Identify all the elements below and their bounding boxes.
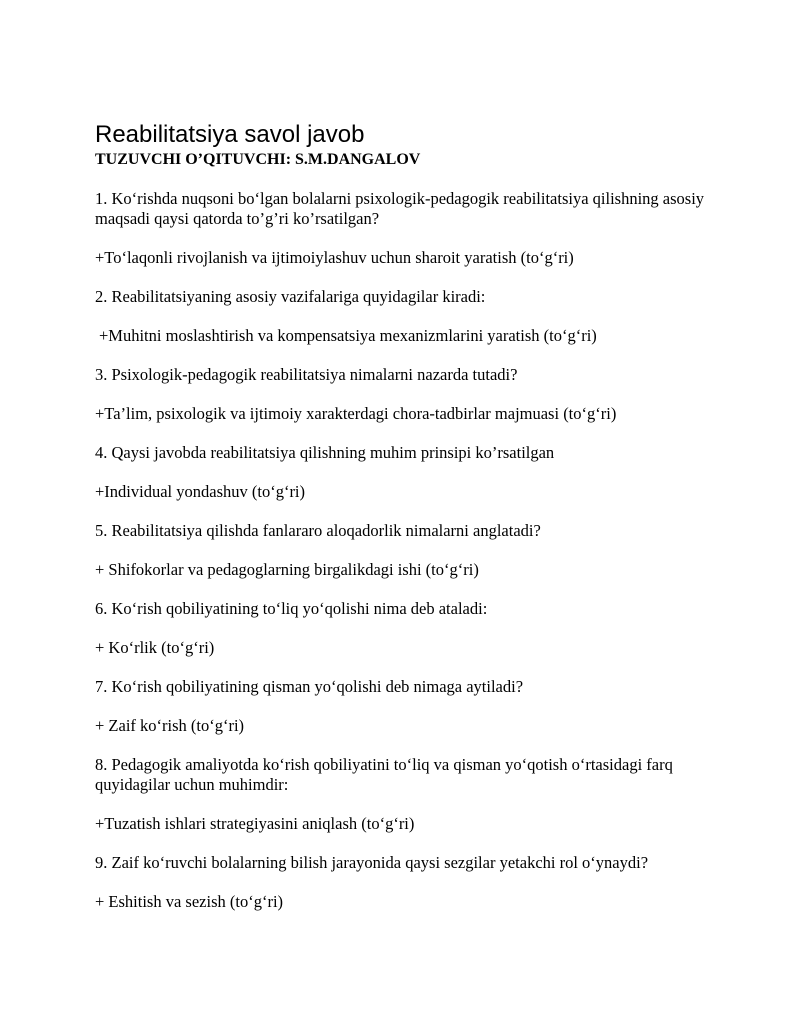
question-4: 4. Qaysi javobda reabilitatsiya qilishning muhim prinsipi ko’rsatilgan <box>95 443 555 462</box>
answer-8: +Tuzatish ishlari strategiyasini aniqlash (to‘g‘ri) <box>95 814 415 833</box>
question-6: 6. Ko‘rish qobiliyatining to‘liq yo‘qolishi nima deb ataladi: <box>95 599 488 618</box>
question-5: 5. Reabilitatsiya qilishda fanlararo aloqadorlik nimalarni anglatadi? <box>95 521 541 540</box>
answer-3: +Ta’lim, psixologik va ijtimoiy xarakterdagi chora-tadbirlar majmuasi (to‘g‘ri) <box>95 404 617 423</box>
document-content <box>95 120 735 931</box>
question-2: 2. Reabilitatsiyaning asosiy vazifalariga quyidagilar kiradi: <box>95 287 486 306</box>
answer-4: +Individual yondashuv (to‘g‘ri) <box>95 482 306 501</box>
answer-1: +To‘laqonli rivojlanish va ijtimoiylashuv uchun sharoit yaratish (to‘g‘ri) <box>95 248 574 267</box>
question-9: 9. Zaif ko‘ruvchi bolalarning bilish jarayonida qaysi sezgilar yetakchi rol o‘ynaydi? <box>95 853 649 872</box>
question-8: 8. Pedagogik amaliyotda ko‘rish qobiliyatini to‘liq va qisman yo‘qotish o‘rtasidagi farq quyidagilar uchun muhimdir: <box>95 755 673 794</box>
question-1: 1. Ko‘rishda nuqsoni bo‘lgan bolalarni psixologik-pedagogik reabilitatsiya qilishning asosiy maqsadi qaysi qatorda to’g’ri ko’rsatilgan? <box>95 189 705 228</box>
answer-9: + Eshitish va sezish (to‘g‘ri) <box>95 892 284 911</box>
document-title: Reabilitatsiya savol javob <box>95 121 365 148</box>
answer-7: + Zaif ko‘rish (to‘g‘ri) <box>95 716 245 735</box>
answer-5: + Shifokorlar va pedagoglarning birgalikdagi ishi (to‘g‘ri) <box>95 560 479 579</box>
question-3: 3. Psixologik-pedagogik reabilitatsiya nimalarni nazarda tutadi? <box>95 365 518 384</box>
question-7: 7. Ko‘rish qobiliyatining qisman yo‘qolishi deb nimaga aytiladi? <box>95 677 524 696</box>
document-author-line: TUZUVCHI O’QITUVCHI: S.M.DANGALOV <box>95 151 421 168</box>
answer-2: +Muhitni moslashtirish va kompensatsiya mexanizmlarini yaratish (to‘g‘ri) <box>99 326 597 345</box>
answer-6: + Ko‘rlik (to‘g‘ri) <box>95 638 215 657</box>
